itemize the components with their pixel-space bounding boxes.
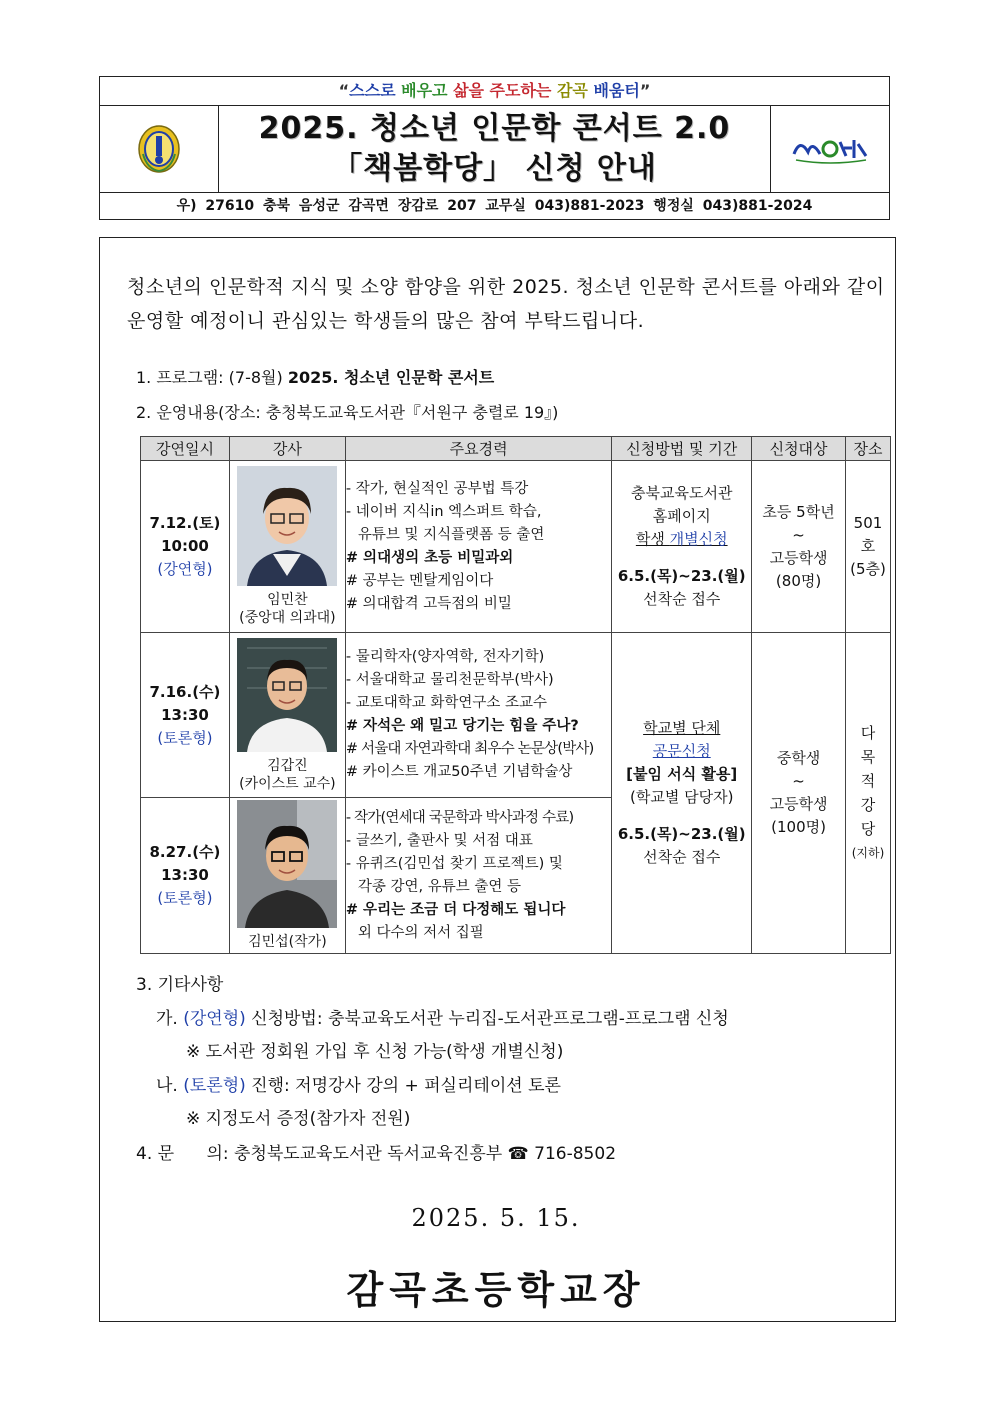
table-row (141, 633, 891, 798)
apply-cell-group (612, 633, 752, 954)
place-line: 다 (860, 724, 876, 742)
operation-item: 2. 운영내용(장소: 충청북도교육도서관『서원구 충렬로 19』) (136, 403, 559, 422)
place-line: 강 (860, 796, 876, 814)
quote-open: “ (338, 81, 350, 100)
place-line: 501 (853, 514, 883, 532)
school-emblem-cell (100, 106, 219, 192)
place-line: (5층) (850, 560, 886, 578)
etc-a-text: 신청방법: 충북교육도서관 누리집-도서관프로그램-프로그램 신청 (245, 1009, 729, 1029)
target-cell (752, 461, 846, 633)
speaker-cell (229, 798, 345, 954)
apply-method-highlight: 개별신청 (669, 530, 728, 548)
document-title (219, 106, 770, 192)
speaker-name: 김갑진 (267, 757, 308, 774)
program-name: 2025. 청소년 인문학 콘서트 (287, 368, 495, 387)
target-line: ~ (792, 772, 805, 790)
etc-a-prefix: 가. (156, 1009, 184, 1029)
apply-period: 6.5.(목)~23.(월) (617, 825, 746, 843)
book-line: # 공부는 멘탈게임이다 (345, 572, 494, 589)
career-cell (345, 461, 611, 633)
etc-b-text: 진행: 저명강사 강의 + 퍼실리테이션 토론 (245, 1076, 561, 1096)
title-line-2: 「책봄학당」 신청 안내 (332, 151, 657, 186)
document-date: 2025. 5. 15. (411, 1204, 581, 1232)
etc-note-a: ※ 도서관 정회원 가입 후 신청 가능(학생 개별신청) (186, 1042, 564, 1062)
place-line: 당 (860, 820, 876, 838)
speaker-cell (229, 633, 345, 798)
slogan (100, 77, 889, 106)
apply-line: 선착순 접수 (643, 590, 721, 608)
target-line: 고등학생 (769, 548, 828, 567)
book-line: # 우리는 조금 더 다정해도 됩니다 (345, 901, 566, 918)
career-line: - 물리학자(양자역학, 전자기학) (345, 649, 545, 665)
apply-method-prefix: 학생 (635, 530, 670, 548)
col-header: 신청방법 및 기간 (612, 437, 752, 461)
etc-a-kind: (강연형) (183, 1009, 246, 1029)
etc-note-b: ※ 지정도서 증정(참가자 전원) (186, 1109, 411, 1129)
speaker-affiliation: (중앙대 의과대) (239, 610, 336, 626)
place-line: 적 (860, 772, 876, 790)
address-line: 우) 27610 충북 음성군 감곡면 장감로 207 교무실 043)881-2023 행정실 043)881-2024 (176, 198, 813, 214)
speaker-cell (229, 461, 345, 633)
col-header: 강사 (229, 437, 345, 461)
career-line: - 작가(연세대 국문학과 박사과정 수료) (345, 809, 574, 826)
speaker-photo (237, 800, 337, 928)
place-cell (846, 461, 891, 633)
place-cell-group (846, 633, 891, 954)
lecture-time: 13:30 (161, 866, 209, 884)
speaker-photo (237, 466, 337, 586)
table-row (141, 461, 891, 633)
apply-method-highlight: 공문신청 (652, 742, 711, 760)
etc-b-kind: (토론형) (183, 1076, 246, 1096)
place-line: (지하) (851, 846, 885, 860)
slogan-word: 배우고 (401, 81, 448, 100)
target-line: (100명) (771, 818, 826, 836)
etc-b-prefix: 나. (156, 1076, 184, 1096)
speaker-name: 김민섭(작가) (248, 934, 327, 950)
career-line: - 유퀴즈(김민섭 찾기 프로젝트) 및 (345, 855, 563, 872)
apply-line: [붙임 서식 활용] (626, 765, 738, 783)
lecture-kind: (토론형) (157, 889, 213, 907)
col-header: 신청대상 (752, 437, 846, 461)
slogan-word: 삶을 주도하는 (453, 81, 552, 100)
target-line: 중학생 (776, 749, 821, 767)
slogan-word: 배움터 (593, 81, 640, 100)
apply-line: 충북교육도서관 (631, 484, 733, 502)
career-line: - 글쓰기, 출판사 및 서점 대표 (345, 832, 533, 849)
career-line: - 교토대학교 화학연구소 조교수 (345, 695, 548, 711)
etc-title: 3. 기타사항 (136, 975, 224, 995)
lecture-datetime (141, 461, 230, 633)
principal-signature: 감곡초등학교장 (346, 1268, 646, 1312)
school-emblem-icon (137, 124, 181, 174)
book-line: # 서울대 자연과학대 최우수 논문상(박사) (345, 741, 594, 757)
target-line: ~ (792, 525, 805, 544)
career-line: 각종 강연, 유튜브 출연 등 (357, 878, 521, 895)
target-line: 초등 5학년 (762, 502, 835, 521)
intro-paragraph: 청소년의 인문학적 지식 및 소양 함양을 위한 2025. 청소년 인문학 콘서트를 아래와 같이 운영할 예정이니 관심있는 학생들의 많은 참여 부탁드립니다. (127, 276, 885, 332)
speaker-photo (237, 638, 337, 752)
cheongmyeong-logo-icon (790, 132, 870, 166)
lecture-date: 8.27.(수) (149, 843, 221, 861)
target-line: (80명) (775, 571, 822, 590)
apply-line: 홈페이지 (652, 507, 711, 525)
place-line: 호 (860, 537, 876, 555)
target-line: 고등학생 (769, 795, 828, 813)
apply-line: 학교별 단체 (643, 719, 721, 737)
book-line: # 자석은 왜 밀고 당기는 힘을 주나? (345, 718, 579, 734)
book-line: 외 다수의 저서 집필 (357, 924, 484, 941)
speaker-affiliation: (카이스트 교수) (239, 775, 336, 792)
table-header-row (141, 437, 891, 461)
slogan-word: 감곡 (556, 81, 588, 100)
quote-close: ” (639, 81, 651, 100)
program-item (136, 365, 494, 388)
col-header: 주요경력 (345, 437, 611, 461)
contact-line: 4. 문 의: 충청북도교육도서관 독서교육진흥부 ☎ 716-8502 (136, 1144, 617, 1164)
etc-item-a (156, 1004, 729, 1029)
lecture-date: 7.16.(수) (149, 682, 221, 701)
title-row (100, 106, 889, 193)
apply-period: 6.5.(목)~23.(월) (617, 567, 746, 585)
spacer (612, 809, 751, 823)
apply-line: 선착순 접수 (643, 848, 721, 866)
career-cell (345, 798, 611, 954)
career-line: - 서울대학교 물리천문학부(박사) (345, 672, 554, 688)
career-line: 유튜브 및 지식플랫폼 등 출연 (357, 526, 545, 543)
speaker-name: 임민찬 (267, 592, 308, 608)
lecture-datetime (141, 633, 230, 798)
book-line: # 의대생의 초등 비밀과외 (345, 549, 514, 566)
etc-item-b (156, 1071, 561, 1096)
career-line: - 네이버 지식in 엑스퍼트 학습, (345, 503, 542, 520)
schedule-table (140, 436, 891, 954)
lecture-time: 10:00 (161, 537, 209, 555)
lecture-kind: (강연형) (157, 560, 213, 578)
program-label: 1. 프로그램: (7-8월) (136, 368, 288, 387)
lecture-kind: (토론형) (157, 728, 213, 747)
lecture-date: 7.12.(토) (149, 514, 221, 532)
apply-cell (612, 461, 752, 633)
col-header: 장소 (846, 437, 891, 461)
lecture-datetime (141, 798, 230, 954)
target-cell-group (752, 633, 846, 954)
book-line: # 카이스트 개교50주년 기념학술상 (345, 764, 573, 780)
place-line: 목 (860, 748, 876, 766)
career-line: - 작가, 현실적인 공부법 특강 (345, 480, 529, 497)
cheongmyeong-logo-cell (770, 106, 889, 192)
book-line: # 의대합격 고득점의 비밀 (345, 595, 512, 612)
title-line-1: 2025. 청소년 인문학 콘서트 2.0 (258, 111, 731, 146)
col-header: 강연일시 (141, 437, 230, 461)
slogan-word: 스스로 (349, 81, 396, 100)
career-cell (345, 633, 611, 798)
spacer (612, 551, 751, 565)
apply-method (612, 528, 751, 551)
apply-line: (학교별 담당자) (630, 788, 734, 806)
header-box (99, 76, 890, 220)
lecture-time: 13:30 (161, 705, 209, 724)
